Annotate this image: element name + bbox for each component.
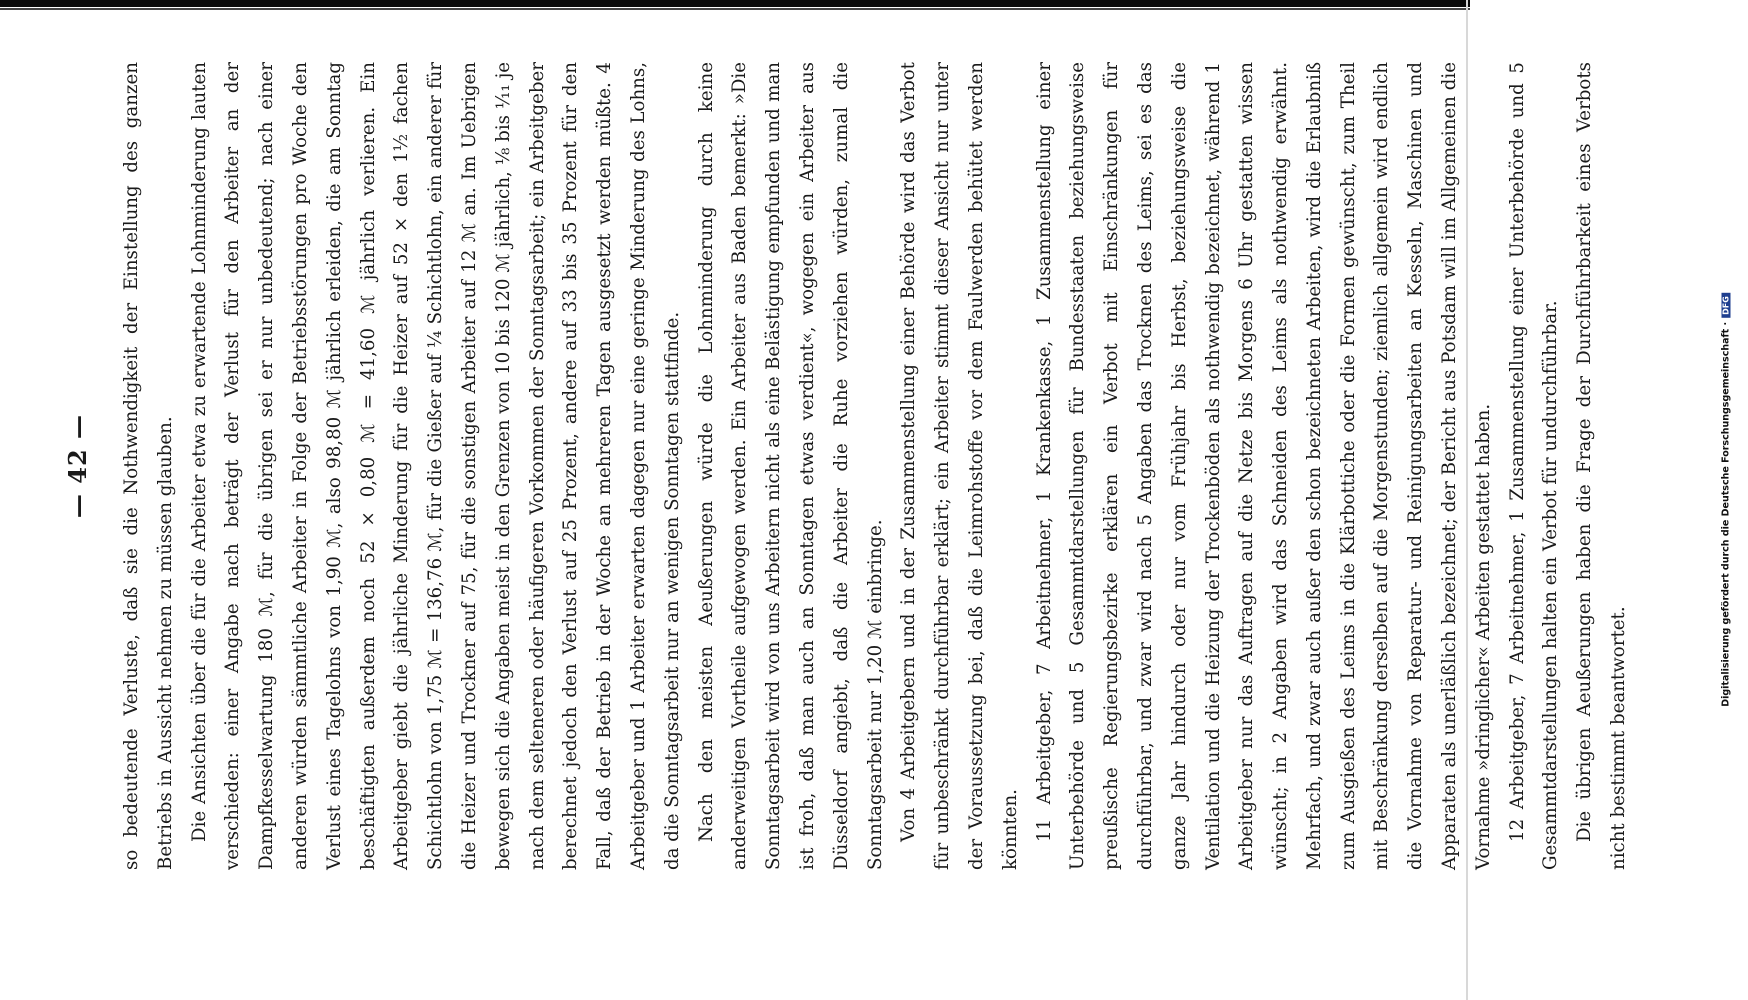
paragraph-3: Nach den meisten Aeußerungen würde die Lohnminderung durch keine anderweitigen Vortheile aufgewogen werden. Ein Arbeiter aus Baden bemerkt: »Die Sonntagsarbeit wird von uns Arbeitern nicht als eine Belästigung empfunden und man ist froh, daß man auch an Sonntagen etwas verdient«, wogegen ein Arbeiter aus Düsseldorf angiebt, daß die Arbeiter die Ruhe vorziehen würden, zumal die Sonntagsarbeit nur 1,20 ℳ einbringe. — [695, 62, 886, 870]
digitization-credit-text: Digitalisierung gefördert durch die Deutsche Forschungsgemeinschaft · — [1720, 321, 1732, 707]
paragraph-1: so bedeutende Verluste, daß sie die Nothwendigkeit der Einstellung des ganzen Betriebs in Aussicht nehmen zu müssen glauben. — [121, 62, 176, 870]
paragraph-4: Von 4 Arbeitgebern und in der Zusammenstellung einer Behörde wird das Verbot für unbeschränkt durchführbar erklärt; ein Arbeiter stimmt dieser Ansicht nur unter der Voraussetzung bei, daß die Leimrohstoffe vor dem Faulwerden behütet werden könnten. — [898, 62, 1021, 870]
page-number: — 42 — — [63, 413, 92, 519]
paragraph-6: 12 Arbeitgeber, 7 Arbeitnehmer, 1 Zusammenstellung einer Unterbehörde und 5 Gesammtdarstellungen halten ein Verbot für undurchführbar. — [1506, 62, 1562, 870]
rotated-document-page — [45, 26, 1630, 906]
scan-top-rule-thin — [0, 8, 1470, 10]
paragraph-2: Die Ansichten über die für die Arbeiter etwa zu erwartende Lohnminderung lauten verschieden: einer Angabe nach beträgt der Verlust für den Arbeiter an der Dampfkesselwartung 180 ℳ, für die übrigen sei er nur unbedeutend; nach einer anderen würden sämmtliche Arbeiter in Folge der Betriebsstörungen pro Woche den Verlust eines Tagelohns von 1,90 ℳ, also 98,80 ℳ jährlich erleiden, die am Sonntag beschäftigten außerdem noch 52 × 0,80 ℳ = 41,60 ℳ jährlich verlieren. Ein Arbeitgeber giebt die jährliche Minderung für die Heizer auf 52 × den 1½ fachen Schichtlohn von 1,75 ℳ = 136,76 ℳ, für die Gießer auf ¼ Schichtlohn, ein anderer für die Heizer und Trockner auf 75, für die sonstigen Arbeiter auf 12 ℳ an. Im Uebrigen bewegen sich die Angaben meist in den Grenzen von 10 bis 120 ℳ jährlich, ⅛ bis ⅟₁₁ je nach dem selteneren oder häufigeren Vorkommen der Sonntagsarbeit; ein Arbeitgeber berechnet jedoch den Verlust auf 25 Prozent, andere auf 33 bis 35 Prozent für den Fall, daß der Betrieb in der Woche an mehreren Tagen ausgesetzt werden müßte. 4 Arbeitgeber und 1 Arbeiter erwarten dagegen nur eine geringe Minderung des Lohns, da die Sonntagsarbeit nur an wenigen Sonntagen stattfinde. — [188, 62, 683, 870]
paragraph-7: Die übrigen Aeußerungen haben die Frage der Durchführbarkeit eines Verbots nicht bestimmt beantwortet. — [1574, 62, 1630, 870]
digitization-credit — [1721, 293, 1732, 707]
dfg-logo: DFG — [1722, 293, 1731, 318]
paragraph-5: 11 Arbeitgeber, 7 Arbeitnehmer, 1 Krankenkasse, 1 Zusammenstellung einer Unterbehörde und 5 Gesammtdarstellungen für Bundesstaaten beziehungsweise preußische Regierungsbezirke erklären ein Verbot mit Einschränkungen für durchführbar, und zwar wird nach 5 Angaben das Trocknen des Leims, sei es das ganze Jahr hindurch oder nur vom Frühjahr bis Herbst, beziehungsweise die Ventilation und die Heizung der Trockenböden als nothwendig bezeichnet, während 1 Arbeitgeber nur das Auftragen auf die Netze bis Morgens 6 Uhr gestatten wissen wünscht; in 2 Angaben wird das Schneiden des Leims als nothwendig erwähnt. Mehrfach, und zwar auch außer den schon bezeichneten Arbeiten, wird die Erlaubniß zum Ausgießen des Leims in die Klärbottiche oder die Formen gewünscht, zum Theil mit Beschränkung derselben auf die Morgenstunden; ziemlich allgemein wird endlich die Vornahme von Reparatur- und Reinigungsarbeiten an Kesseln, Maschinen und Apparaten als unerläßlich bezeichnet; der Bericht aus Potsdam will im Allgemeinen die Vornahme »dringlicher« Arbeiten gestattet haben. — [1033, 62, 1494, 870]
scan-top-rule — [0, 0, 1470, 7]
